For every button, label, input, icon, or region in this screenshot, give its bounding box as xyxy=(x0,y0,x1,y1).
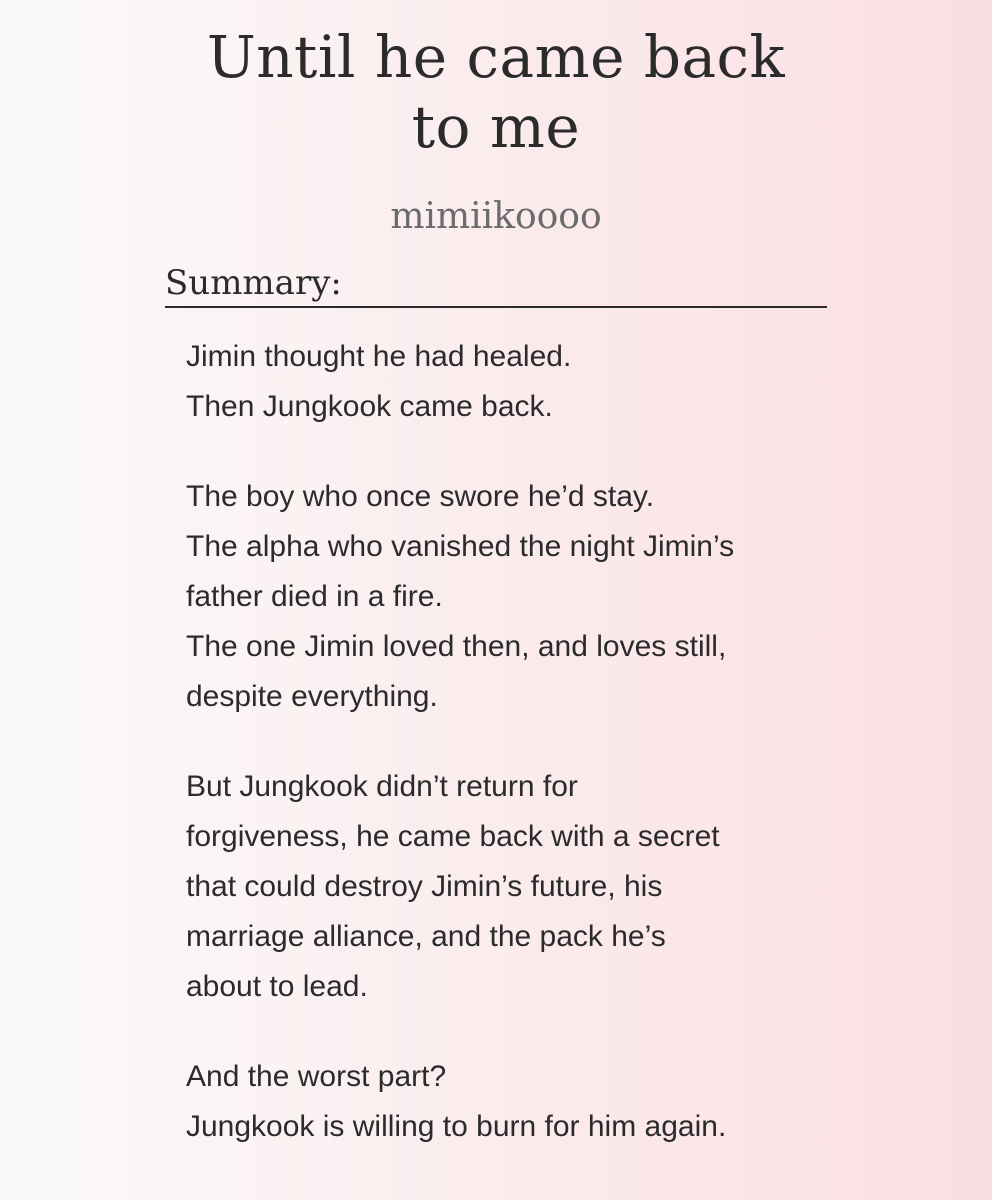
summary-line: Jimin thought he had healed. xyxy=(186,340,572,373)
summary-paragraph xyxy=(186,332,826,432)
summary-line: Then Jungkook came back. xyxy=(186,390,553,423)
summary-line: The boy who once swore he’d stay. xyxy=(186,480,655,513)
summary-line: But Jungkook didn’t return for xyxy=(186,770,578,803)
summary-line: forgiveness, he came back with a secret xyxy=(186,820,720,853)
summary-line: marriage alliance, and the pack he’s xyxy=(186,920,666,953)
story-title xyxy=(100,22,892,162)
summary-paragraph xyxy=(186,472,826,722)
summary-line: that could destroy Jimin’s future, his xyxy=(186,870,663,903)
summary-line: And the worst part? xyxy=(186,1060,447,1093)
summary-line: despite everything. xyxy=(186,680,438,713)
summary-paragraph xyxy=(186,762,826,1012)
summary-line: The one Jimin loved then, and loves still, xyxy=(186,630,727,663)
summary-line: father died in a fire. xyxy=(186,580,443,613)
summary-line: about to lead. xyxy=(186,970,368,1003)
story-title-line-2: to me xyxy=(411,93,581,161)
summary-line: The alpha who vanished the night Jimin’s xyxy=(186,530,735,563)
summary-line: Jungkook is willing to burn for him again. xyxy=(186,1110,727,1143)
summary-text xyxy=(186,332,826,1192)
story-title-line-1: Until he came back xyxy=(206,23,786,91)
author-name: mimiikoooo xyxy=(390,196,602,237)
summary-heading: Summary: xyxy=(165,258,827,308)
summary-paragraph xyxy=(186,1052,826,1152)
